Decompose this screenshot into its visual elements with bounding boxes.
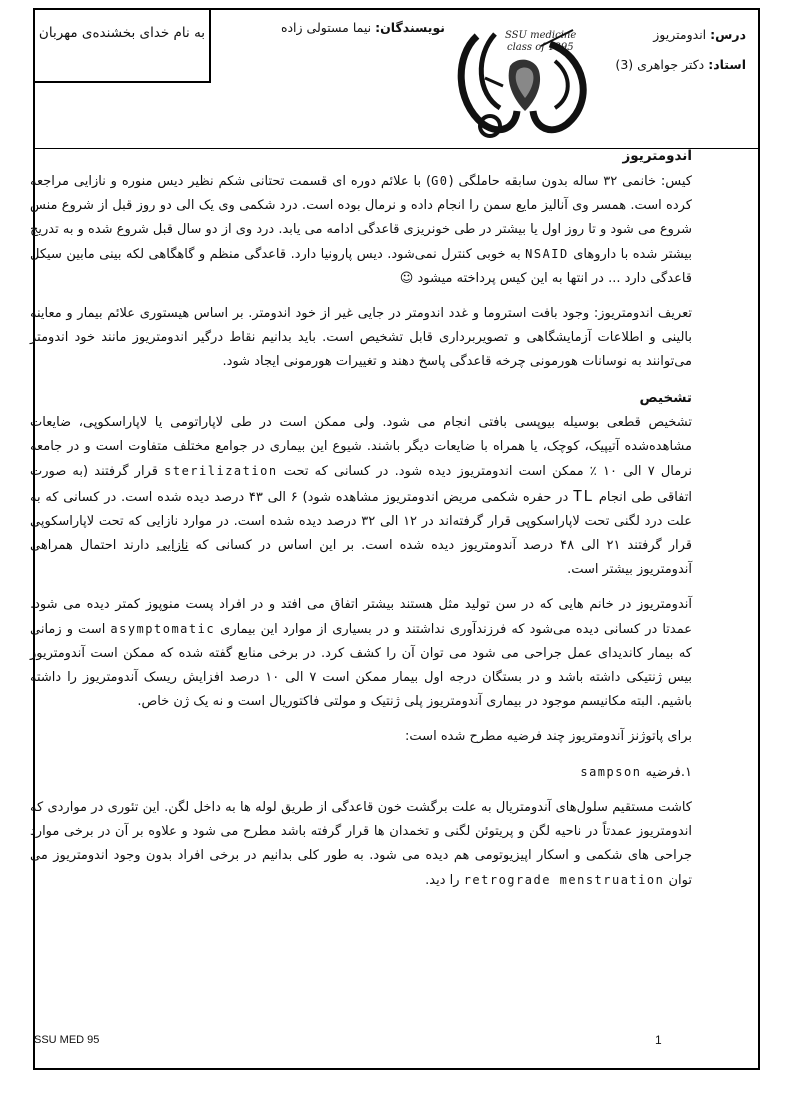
diag-text-1: تشخیص قطعی بوسیله بیوپسی بافتی انجام می شود. ولی ممکن است در طی لاپاراتومی یا لاپاراسکوپی، ضایعات مشاهده‌شده آتیپیک، کوچک، یا همراه با ضایعات دیگر باشند. شیوع این بیماری در جوامع مختلف متفاوت است و در جامعه نرمال ۷ الی ۱۰ ٪ ممکن است اندومتریوز دیده شود. در کسانی که تحت [30, 415, 692, 479]
code-asymptomatic: asymptomatic [110, 622, 216, 636]
logo-text-line1: SSU medicine [505, 30, 577, 41]
author-label: نویسندگان: [375, 20, 445, 35]
teacher-line [615, 50, 746, 80]
diag-text-4: دارند احتمال همراهی آندومتریوز بیشتر است. [30, 538, 692, 577]
case-text-1: کیس: خانمی ۳۲ ساله بدون سابقه حاملگی ( [448, 174, 692, 189]
epidemiology-paragraph [30, 593, 692, 714]
course-info [615, 20, 746, 80]
diag-text-2: قرار گرفتند (به صورت اتفاقی طی انجام [30, 464, 692, 505]
course-line [615, 20, 746, 50]
document-body [30, 143, 692, 904]
epi-text-1: آندومتریوز در خانم هایی که در سن تولید مثل هستند بیشتر اتفاق می افتد و در افراد پست منوپوز کمتر دیده می شود. عمدتا در کسانی دیده می‌شود که فرزندآوری نداشتند و در بسیاری از موارد این بیماری [30, 597, 693, 637]
sampson-paragraph [30, 796, 692, 893]
diagnosis-paragraph [30, 411, 692, 582]
code-sterilization: sterilization [164, 464, 278, 478]
course-label: درس: [710, 27, 746, 42]
course-name: اندومتریوز [653, 27, 707, 42]
code-g0: G0 [431, 174, 449, 188]
case-text-2: ) با علائم دوره ای قسمت تحتانی شکم نظیر دیس منوره و نازایی مراجعه کرده است. همسر وی آنالیز مایع سمن را انجام داده و نرمال بوده است. درد شکمی وی یک الی دو روز قبل از شروع منس شروع می شود و تا روز اول یا بیشتر در طی خونریزی قاعدگی ادامه می یابد. درد وی از دو سال قبل شروع شده و به تدریج بیشتر شده با داروهای [30, 174, 692, 262]
code-nsaid: NSAID [525, 247, 569, 261]
epi-text-2: است و زمانی که بیمار کاندیدای عمل جراحی می شود می توان آن را کشف کرد. در برخی منابع گفته شده که ممکن است آندومتریوز بیس ژنتیکی داشته باشد و در بستگان درجه اول بیمار ممکن است ۷ الی ۱۰ درصد افزایش ریسک آندومتریوز را داشته باشیم. البته مکانیسم موجود در بیماری آندومتریوز پلی ژنتیک و مولتی فاکتوریال است و نه یک ژن خاص. [30, 622, 692, 709]
greeting-text: به نام خدای بخشنده‌ی مهربان [38, 25, 206, 41]
logo-text-line2: class of 1395 [507, 42, 574, 53]
case-text-3: به خوبی کنترل نمی‌شود. دیس پارونیا دارد. قاعدگی منظم و گاهگاهی لکه بینی مابین سیکل قاعدگی دارد ... در انتها به این کیس پرداخته میشود ☺ [30, 247, 692, 286]
infertility-underlined: نازایی [156, 538, 189, 553]
code-tl: TL [573, 487, 595, 505]
teacher-label: استاد: [708, 57, 746, 72]
sampson-text-2: را دید. [425, 873, 460, 888]
diagnosis-heading: تشخیص [639, 390, 692, 406]
greeting-box [35, 10, 211, 83]
hypothesis-label: ۱.فرضیه [645, 765, 692, 780]
pathogenesis-intro: برای پاتوژنز آندومتریوز چند فرضیه مطرح شده است: [405, 729, 692, 744]
sampson-text-1: کاشت مستقیم سلول‌های آندومتریال به علت برگشت خون قاعدگی از طریق لوله ها به داخل لگن. این تئوری در مواردی که اندومتریوز عمدتاً در ناحیه لگن و پریتوئن لگنی و تخمدان ها قرار گرفته باشد مطرح می شود و علاوه بر آن در برخی موارد جراحی های شکمی و اسکار اپیزیوتومی هم دیده می شود. به طور کلی بدانیم در برخی افراد بدون وجود اندومتریوز می توان [30, 800, 692, 888]
author-line [280, 20, 445, 35]
page-header [35, 10, 758, 149]
code-sampson: sampson [580, 765, 642, 779]
footer-label: SSU MED 95 [34, 1034, 100, 1046]
page-number: 1 [655, 1033, 662, 1047]
definition-paragraph: تعریف اندومتریوز: وجود بافت استروما و غدد اندومتر در جایی غیر از خود اندومتر. بر اساس هیستوری علائم بیمار و معاینه بالینی و اطلاعات آزمایشگاهی و تصویربرداری قابل تشخیص است. باید بدانیم نقاط درگیر اندومتریوز مانند خود اندومتر می‌توانند به نوسانات هورمونی چرخه قاعدگی پاسخ دهند و تغییرات هورمونی ایجاد شود. [30, 306, 692, 369]
hypothesis-heading [30, 760, 692, 785]
author-name: نیما مستولی زاده [280, 20, 372, 35]
document-title: اندومتریوز [622, 148, 692, 164]
teacher-name: دکتر جواهری (3) [615, 57, 705, 72]
university-logo [455, 16, 595, 142]
code-retrograde: retrograde menstruation [463, 873, 665, 887]
diag-text-3: در حفره شکمی مریض اندومتریوز مشاهده شود) ۶ الی ۴۳ درصد دیده شده است. در کسانی که به علت درد لگنی تحت لاپاراسکوپی قرار گرفته‌اند در ۱۲ الی ۳۲ درصد دیده شده است. در موارد نازایی که تحت لاپاراسکوپی قرار گرفتند ۲۱ الی ۴۸ درصد آندومتریوز دیده شده است. بر این اساس در کسانی که [30, 490, 692, 553]
case-paragraph [30, 169, 692, 291]
